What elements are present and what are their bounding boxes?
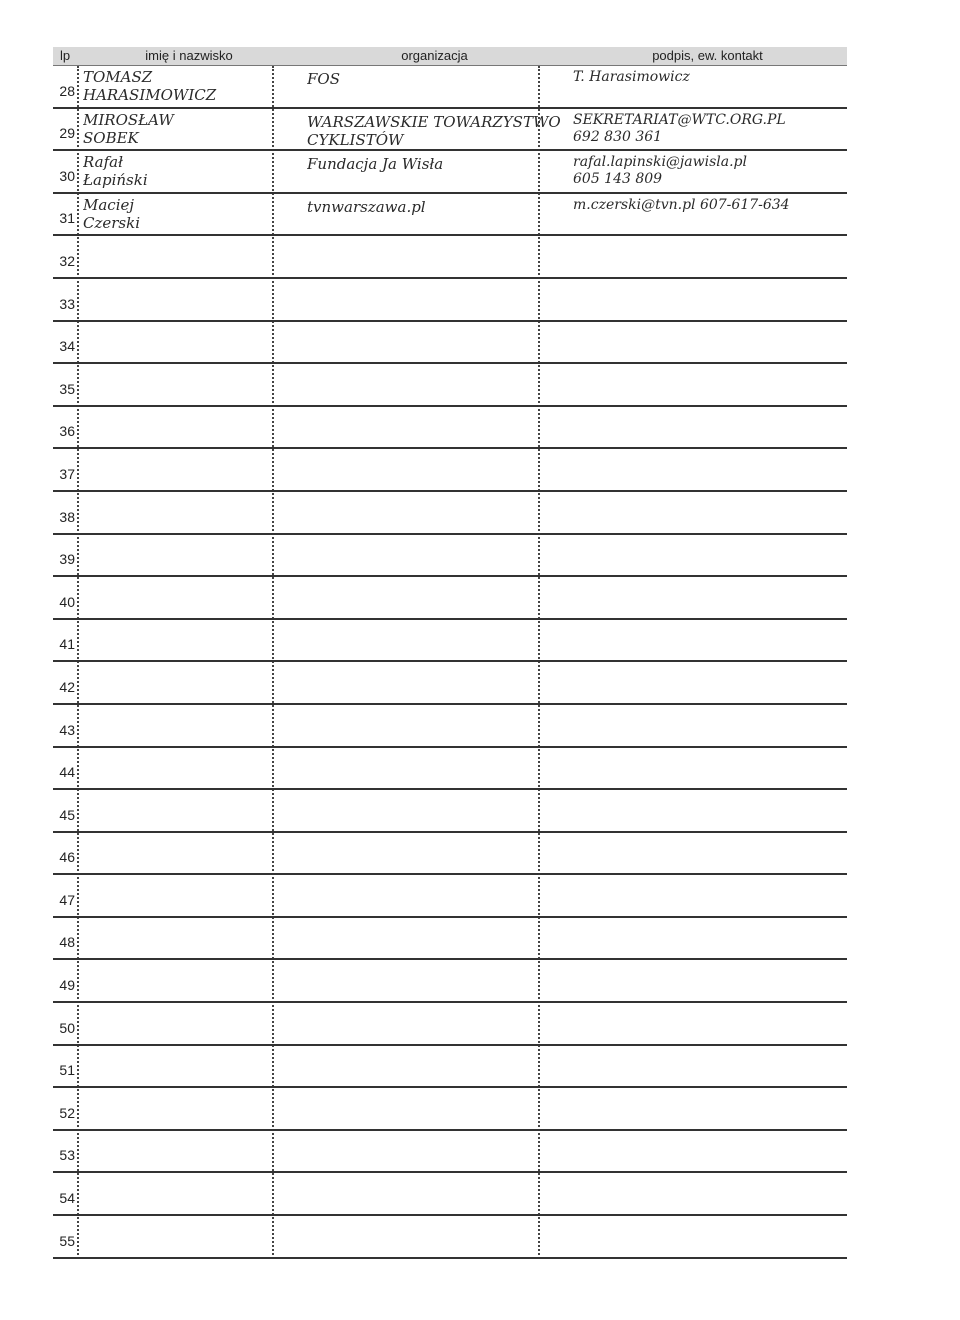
contact-cell [573,705,845,746]
row-number: 30 [59,167,75,184]
name-cell [83,194,299,235]
table-row [53,407,847,450]
name-cell [83,748,299,789]
header-name: imię i nazwisko [145,48,233,63]
name-cell [83,1131,299,1172]
name-cell [83,535,299,576]
contact-cell [573,322,845,363]
table-row [53,620,847,663]
table-row [53,66,847,109]
row-number: 40 [59,593,75,610]
name-cell [83,151,299,192]
organization-cell [307,364,565,405]
organization-cell [307,322,565,363]
header-organization: organizacja [401,48,468,63]
name-line: TOMASZ [83,68,153,86]
organization-cell [307,1003,565,1044]
table-row [53,833,847,876]
table-row [53,748,847,791]
row-number: 45 [59,806,75,823]
table-row [53,918,847,961]
row-number: 54 [59,1190,75,1207]
organization-cell [307,577,565,618]
organization-cell [307,790,565,831]
name-cell [83,918,299,959]
name-cell [83,790,299,831]
contact-cell [573,662,845,703]
contact-line: m.czerski@tvn.pl 607-617-634 [573,196,790,213]
table-row [53,236,847,279]
name-cell [83,279,299,320]
table-row [53,1173,847,1216]
table-row [53,109,847,152]
name-cell [83,662,299,703]
row-number: 52 [59,1104,75,1121]
table-row [53,960,847,1003]
name-cell [83,66,299,107]
table-header [53,47,847,66]
row-number: 37 [59,465,75,482]
table-row [53,1131,847,1174]
organization-cell [307,748,565,789]
organization-cell [307,194,565,235]
row-number: 41 [59,636,75,653]
table-row [53,151,847,194]
contact-cell [573,960,845,1001]
organization-cell [307,535,565,576]
row-number: 39 [59,551,75,568]
name-cell [83,833,299,874]
contact-line: 692 830 361 [573,128,663,145]
row-number: 42 [59,678,75,695]
name-cell [83,1088,299,1129]
attendance-sheet [53,47,847,1259]
row-number: 29 [59,125,75,142]
organization-cell [307,279,565,320]
table-row [53,875,847,918]
organization-cell [307,66,565,107]
table-row [53,1088,847,1131]
contact-cell [573,748,845,789]
contact-cell [573,66,845,107]
organization-cell [307,449,565,490]
name-line: Rafał [83,153,123,172]
name-line: Łapiński [83,171,148,190]
organization-line: FOS [307,70,340,88]
row-number: 46 [59,849,75,866]
row-number: 43 [59,721,75,738]
name-cell [83,236,299,277]
organization-cell [307,1088,565,1129]
organization-line: tvnwarszawa.pl [307,197,426,216]
organization-cell [307,151,565,192]
contact-cell [573,1216,845,1257]
name-cell [83,1216,299,1257]
row-number: 50 [59,1019,75,1036]
table-row [53,577,847,620]
contact-cell [573,577,845,618]
row-number: 48 [59,934,75,951]
organization-cell [307,833,565,874]
table-row [53,662,847,705]
name-line: Czerski [83,213,141,232]
contact-line: T. Harasimowicz [573,69,690,85]
contact-cell [573,790,845,831]
contact-cell [573,1131,845,1172]
table-row [53,322,847,365]
organization-cell [307,1046,565,1087]
table-row [53,1046,847,1089]
name-cell [83,322,299,363]
name-cell [83,1046,299,1087]
table-row [53,1003,847,1046]
table-row [53,535,847,578]
organization-cell [307,960,565,1001]
contact-cell [573,151,845,192]
organization-cell [307,875,565,916]
table-row [53,705,847,748]
table-row [53,790,847,833]
name-cell [83,705,299,746]
row-number: 33 [59,295,75,312]
name-cell [83,407,299,448]
header-lp: lp [59,48,71,63]
row-number: 36 [59,423,75,440]
organization-cell [307,492,565,533]
organization-line: Fundacja Ja Wisła [307,155,444,174]
contact-line: SEKRETARIAT@WTC.ORG.PL [573,111,786,128]
name-cell [83,620,299,661]
name-cell [83,1173,299,1214]
row-number: 31 [59,210,75,227]
row-number: 32 [59,252,75,269]
name-cell [83,492,299,533]
name-cell [83,1003,299,1044]
contact-cell [573,535,845,576]
header-contact: podpis, ew. kontakt [652,48,763,63]
organization-cell [307,109,565,150]
contact-cell [573,449,845,490]
row-number: 51 [59,1062,75,1079]
organization-cell [307,918,565,959]
row-number: 34 [59,338,75,355]
organization-line: CYKLISTÓW [307,130,404,149]
contact-cell [573,833,845,874]
name-line: SOBEK [83,128,139,147]
contact-cell [573,109,845,150]
contact-cell [573,407,845,448]
contact-cell [573,236,845,277]
organization-cell [307,1173,565,1214]
name-line: HARASIMOWICZ [83,86,217,104]
table-row [53,279,847,322]
row-number: 35 [59,380,75,397]
row-number: 55 [59,1232,75,1249]
table-row [53,492,847,535]
row-number: 44 [59,764,75,781]
organization-cell [307,662,565,703]
contact-cell [573,918,845,959]
contact-cell [573,1046,845,1087]
organization-cell [307,407,565,448]
table-row [53,449,847,492]
name-line: Maciej [83,195,135,214]
name-cell [83,875,299,916]
table-row [53,364,847,407]
name-cell [83,960,299,1001]
organization-cell [307,236,565,277]
contact-cell [573,279,845,320]
row-number: 47 [59,891,75,908]
row-number: 49 [59,977,75,994]
name-cell [83,109,299,150]
row-number: 28 [59,82,75,99]
organization-cell [307,1216,565,1257]
name-cell [83,449,299,490]
row-number: 38 [59,508,75,525]
contact-cell [573,492,845,533]
name-line: MIROSŁAW [83,110,174,129]
row-number: 53 [59,1147,75,1164]
contact-cell [573,194,845,235]
name-cell [83,364,299,405]
name-cell [83,577,299,618]
contact-cell [573,1173,845,1214]
contact-cell [573,1003,845,1044]
table-row [53,194,847,237]
contact-line: rafal.lapinski@jawisla.pl [573,154,747,171]
contact-cell [573,1088,845,1129]
table-body [53,66,847,1259]
contact-cell [573,364,845,405]
organization-cell [307,1131,565,1172]
contact-cell [573,875,845,916]
organization-cell [307,620,565,661]
contact-cell [573,620,845,661]
organization-line: WARSZAWSKIE TOWARZYSTWO [307,112,561,131]
table-row [53,1216,847,1259]
contact-line: 605 143 809 [573,171,663,188]
organization-cell [307,705,565,746]
